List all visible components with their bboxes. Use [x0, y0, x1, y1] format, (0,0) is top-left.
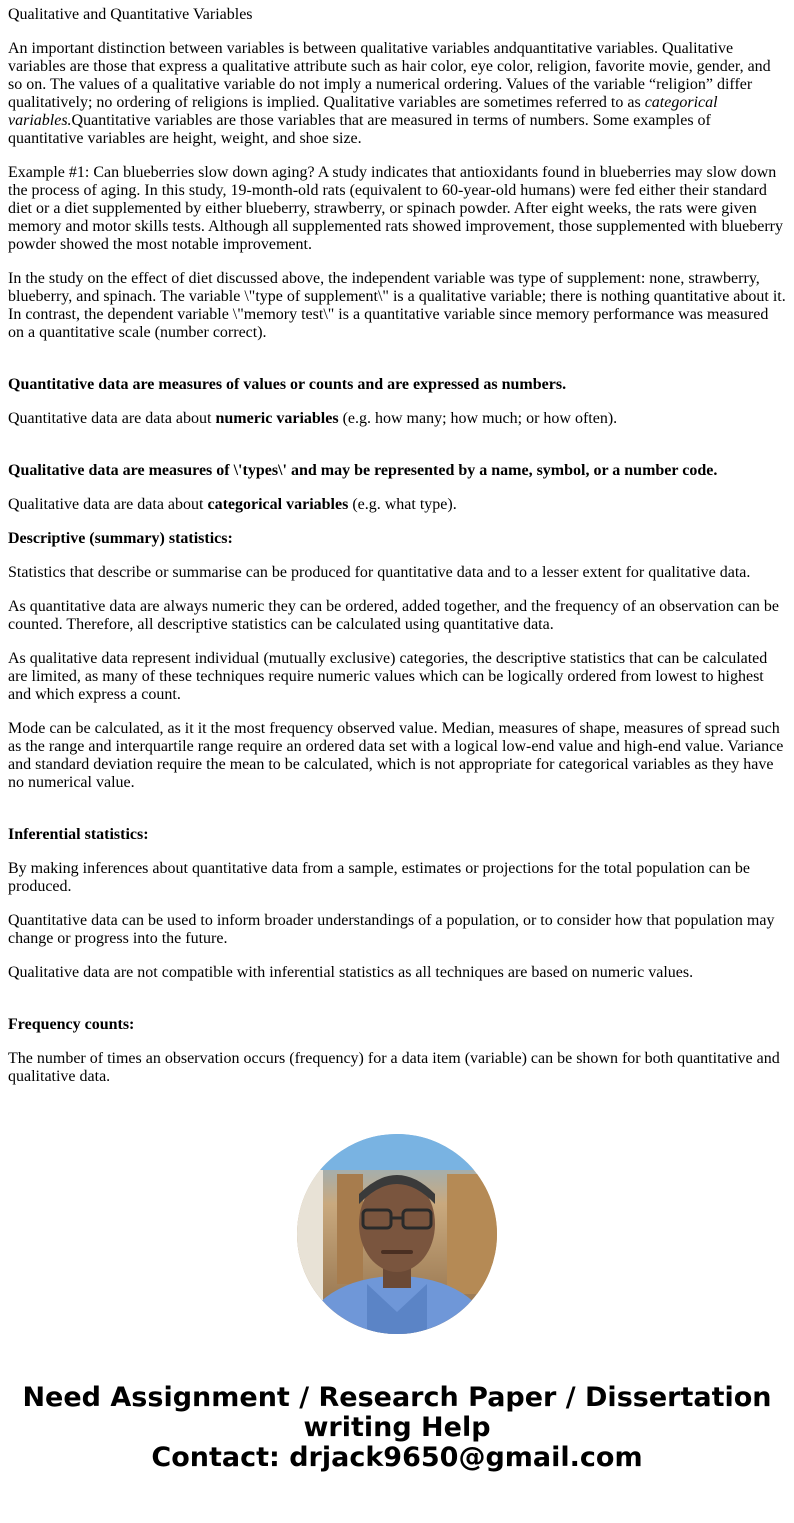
cta-headline: Need Assignment / Research Paper / Dissertation writing Help [22, 1382, 772, 1443]
quantitative-heading: Quantitative data are measures of values or counts and are expressed as numbers. [8, 376, 567, 393]
avatar-container [8, 1134, 786, 1334]
page-title: Qualitative and Quantitative Variables [8, 6, 253, 23]
example-paragraph: Example #1: Can blueberries slow down aging? A study indicates that antioxidants found in blueberries may slow down the process of aging. In this study, 19-month-old rats (equivalent to 60-year-old humans) were fed either their standard diet or a diet supplemented by either blueberry, strawberry, or spinach powder. After eight weeks, the rats were given memory and motor skills tests. Although all supplemented rats showed improvement, those supplemented with blueberry powder showed the most notable improvement. [8, 164, 783, 253]
intro-paragraph [8, 40, 786, 148]
descriptive-paragraph-1: Statistics that describe or summarise can be produced for quantitative data and to a lesser extent for qualitative data. [8, 564, 751, 581]
inferential-paragraph-3: Qualitative data are not compatible with inferential statistics as all techniques are based on numeric values. [8, 964, 694, 981]
intro-text-1: An important distinction between variables is between qualitative variables andquantitative variables. Qualitative variables are those that express a qualitative attribute such as hair color, eye color, religion, favorite movie, gender, and so on. The values of a qualitative variable do not imply a numerical ordering. Values of the variable “religion” differ qualitatively; no ordering of religions is implied. Qualitative variables are sometimes referred to as [8, 40, 771, 111]
frequency-heading: Frequency counts: [8, 1016, 135, 1033]
inferential-paragraph-2: Quantitative data can be used to inform broader understandings of a population, or to consider how that population may change or progress into the future. [8, 912, 775, 947]
frequency-paragraph: The number of times an observation occurs (frequency) for a data item (variable) can be shown for both quantitative and qualitative data. [8, 1050, 780, 1085]
descriptive-paragraph-4: Mode can be calculated, as it it the most frequency observed value. Median, measures of shape, measures of spread such as the range and interquartile range require an ordered data set with a logical low-end value and high-end value. Variance and standard deviation require the mean to be calculated, which is not appropriate for categorical variables as they have no numerical value. [8, 720, 784, 791]
quantitative-description [8, 410, 786, 428]
cta-contact-email[interactable]: Contact: drjack9650@gmail.com [151, 1442, 643, 1473]
descriptive-heading: Descriptive (summary) statistics: [8, 530, 233, 547]
intro-italic-term: categorical variables. [8, 94, 718, 129]
contact-banner [8, 1383, 786, 1473]
descriptive-paragraph-2: As quantitative data are always numeric they can be ordered, added together, and the frequency of an observation can be counted. Therefore, all descriptive statistics can be calculated using quantitative data. [8, 598, 780, 633]
avatar [297, 1134, 497, 1334]
qual-desc-pre: Qualitative data are data about [8, 496, 208, 513]
study-paragraph: In the study on the effect of diet discussed above, the independent variable was type of supplement: none, strawberry, blueberry, and spinach. The variable \"type of supplement\" is a qualitative variable; there is nothing quantitative about it. In contrast, the dependent variable \"memory test\" is a quantitative variable since memory performance was measured on a quantitative scale (number correct). [8, 270, 786, 341]
inferential-paragraph-1: By making inferences about quantitative data from a sample, estimates or projections for the total population can be produced. [8, 860, 750, 895]
qual-desc-post: (e.g. what type). [348, 496, 457, 513]
portrait-photo [297, 1134, 497, 1334]
descriptive-paragraph-3: As qualitative data represent individual (mutually exclusive) categories, the descriptive statistics that can be calculated are limited, as many of these techniques require numeric values which can be logically ordered from lowest to highest and which express a count. [8, 650, 768, 703]
qualitative-heading: Qualitative data are measures of \'types\' and may be represented by a name, symbol, or a number code. [8, 462, 718, 479]
qualitative-description [8, 496, 786, 514]
quant-desc-post: (e.g. how many; how much; or how often). [338, 410, 618, 427]
intro-text-2: Quantitative variables are those variables that are measured in terms of numbers. Some examples of quantitative variables are height, weight, and shoe size. [8, 112, 711, 147]
quant-desc-bold: numeric variables [215, 410, 339, 427]
quant-desc-pre: Quantitative data are data about [8, 410, 216, 427]
qual-desc-bold: categorical variables [207, 496, 349, 513]
inferential-heading: Inferential statistics: [8, 826, 149, 843]
